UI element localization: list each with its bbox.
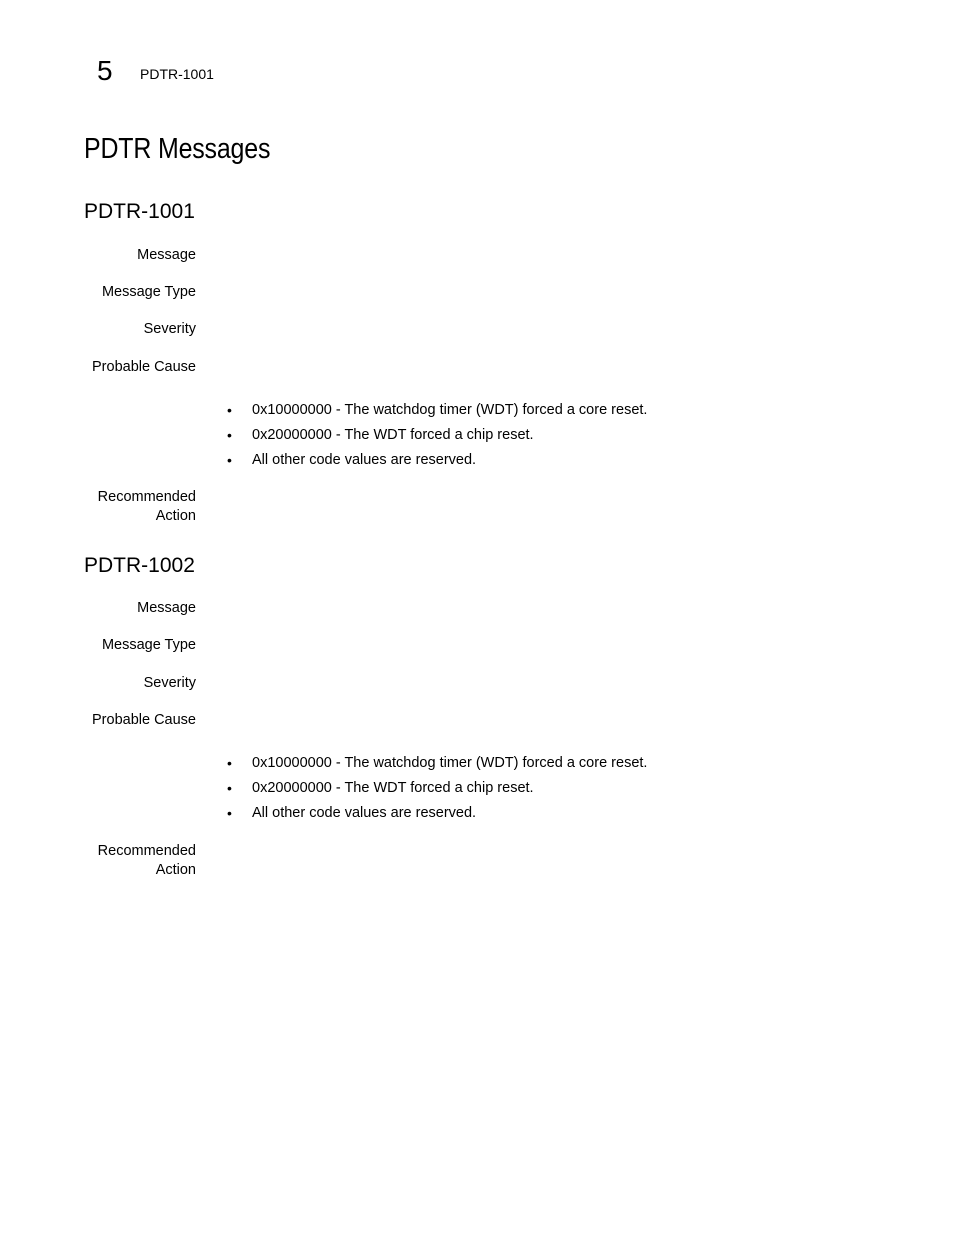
list-item-text: 0x10000000 - The watchdog timer (WDT) forced a core reset.	[252, 402, 648, 418]
list-item	[227, 401, 647, 426]
probable-cause-list	[227, 754, 647, 829]
section-heading: PDTR-1001	[84, 200, 195, 223]
list-item-text: 0x10000000 - The watchdog timer (WDT) forced a core reset.	[252, 755, 648, 771]
list-item	[227, 804, 647, 829]
list-item-text: 0x20000000 - The WDT forced a chip reset.	[252, 427, 534, 443]
label-message: Message	[137, 247, 196, 263]
label-probable-cause: Probable Cause	[92, 359, 196, 375]
probable-cause-list	[227, 401, 647, 476]
list-item-text: All other code values are reserved.	[252, 805, 477, 821]
bullet-icon: •	[227, 755, 232, 771]
chapter-number: 5	[97, 55, 113, 86]
running-header-title: PDTR-1001	[140, 66, 214, 82]
label-severity: Severity	[143, 321, 196, 337]
list-item-text: 0x20000000 - The WDT forced a chip reset.	[252, 780, 534, 796]
label-recommended-action-line1: Recommended	[97, 843, 196, 859]
label-recommended-action-line2: Action	[155, 508, 196, 524]
label-recommended-action	[56, 842, 196, 880]
page-title: PDTR Messages	[84, 133, 271, 165]
label-recommended-action-line1: Recommended	[97, 489, 196, 505]
label-message: Message	[137, 600, 196, 616]
list-item	[227, 426, 647, 451]
label-probable-cause: Probable Cause	[92, 712, 196, 728]
bullet-icon: •	[227, 805, 232, 821]
label-message-type: Message Type	[101, 637, 196, 653]
list-item-text: All other code values are reserved.	[252, 452, 477, 468]
section-heading: PDTR-1002	[84, 554, 195, 577]
label-message-type: Message Type	[101, 284, 196, 300]
label-recommended-action	[56, 488, 196, 526]
label-recommended-action-line2: Action	[155, 862, 196, 878]
bullet-icon: •	[227, 780, 232, 796]
label-severity: Severity	[143, 675, 196, 691]
list-item	[227, 451, 647, 476]
bullet-icon: •	[227, 427, 232, 443]
bullet-icon: •	[227, 402, 232, 418]
list-item	[227, 754, 647, 779]
list-item	[227, 779, 647, 804]
bullet-icon: •	[227, 452, 232, 468]
